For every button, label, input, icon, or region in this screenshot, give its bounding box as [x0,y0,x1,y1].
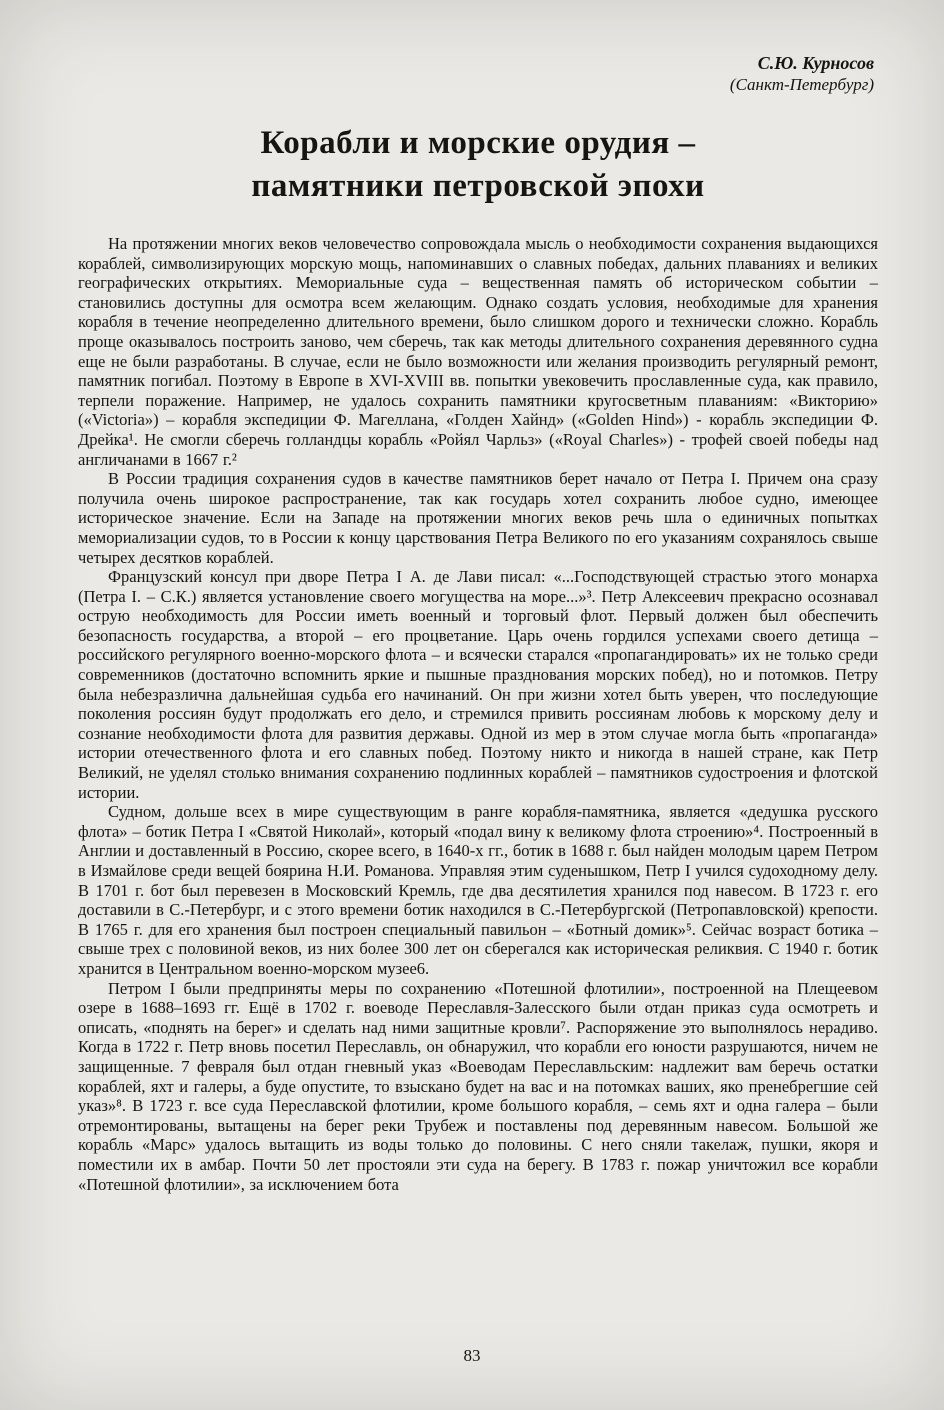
paragraph-2: В России традиция сохранения судов в качестве памятников берет начало от Петра I. Причем она сразу получила очень широкое распространение, так как государь хотел сохранить любое судно, имеющее историческое значение. Если на Западе на протяжении многих веков речь шла о единичных попытках мемориализации судов, то в России к концу царствования Петра Великого по его указаниям сохранялось свыше четырех десятков кораблей. [78,469,878,567]
byline-block [78,52,878,96]
article-body [78,234,878,1194]
paragraph-4: Судном, дольше всех в мире существующим в ранге корабля-памятника, является «дедушка русского флота» – ботик Петра I «Святой Николай», который «подал вину к великому флота строению»⁴. Построенный в Англии и доставленный в Россию, скорее всего, в 1640-х гг., ботик в 1688 г. был найден молодым царем Петром в Измайлове среди вещей боярина Н.И. Романова. Управляя этим суденышком, Петр I учился судоходному делу. В 1701 г. бот был перевезен в Московский Кремль, где два десятилетия хранился под навесом. В 1723 г. его доставили в С.-Петербург, и с этого времени ботик находился в С.-Петербургской (Петропавловской) крепости. В 1765 г. для его хранения был построен специальный павильон – «Ботный домик»⁵. Сейчас возраст ботика – свыше трех с половиной веков, из них более 300 лет он сберегался как историческая реликвия. С 1940 г. ботик хранится в Центральном военно-морском музее6. [78,802,878,978]
author-name: С.Ю. Курносов [757,53,874,73]
author-location: (Санкт-Петербург) [729,75,874,94]
page-number: 83 [463,1346,481,1365]
paragraph-1: На протяжении многих веков человечество сопровождала мысль о необходимости сохранения выдающихся кораблей, символизирующих морскую мощь, напоминавших о славных победах, дальних плаваниях и великих географических открытиях. Мемориальные суда – вещественная память об историческом событии – становились доступны для осмотра всем желающим. Однако создать условия, необходимые для хранения корабля в течение неопределенно длительного времени, было слишком дорого и технически сложно. Корабль проще оказывалось построить заново, чем сберечь, так как методы длительного сохранения деревянного судна еще не были разработаны. В случае, если не было возможности или желания производить регулярный ремонт, памятник погибал. Поэтому в Европе в XVI-XVIII вв. попытки увековечить прославленные суда, как правило, терпели поражение. Например, не удалось сохранить памятники кругосветным плаваниям: «Викторию» («Victoria») – корабля экспедиции Ф. Магеллана, «Голден Хайнд» («Golden Hind») - корабль экспедиции Ф. Дрейка¹. Не смогли сберечь голландцы корабль «Ройял Чарльз» («Royal Charles») - трофей своей победы над англичанами в 1667 г.² [78,234,878,469]
title-line-2: памятники петровской эпохи [251,168,705,204]
paragraph-3: Французский консул при дворе Петра I А. де Лави писал: «...Господствующей страстью этого монарха (Петра I. – С.К.) является установление своего могущества на море...»³. Петр Алексеевич прекрасно осознавал острую необходимость для России иметь военный и торговый флот. Первый должен был обеспечить безопасность государства, а второй – его процветание. Царь очень гордился успехами своего детища – российского регулярного военно-морского флота – и всячески старался «пропагандировать» их не только среди современников (достаточно вспомнить яркие и пышные празднования морских побед), но и потомков. Петру была небезразлична дальнейшая судьба его начинаний. Он при жизни хотел быть уверен, что последующие поколения россиян будут продолжать его дело, и стремился привить россиянам любовь к морскому делу и сознание необходимости флота для развития державы. Одной из мер в этом случае могла быть «пропаганда» истории отечественного флота и его славных побед. Поэтому никто и никогда в нашей стране, как Петр Великий, не уделял столько внимания сохранению подлинных кораблей – памятников судостроения и флотской истории. [78,567,878,802]
paragraph-5: Петром I были предприняты меры по сохранению «Потешной флотилии», построенной на Плещеевом озере в 1688–1693 гг. Ещё в 1702 г. воеводе Переславля-Залесского были отдан приказ суда осмотреть и описать, «поднять на берег» и сделать над ними защитные кровли⁷. Распоряжение это выполнялось нерадиво. Когда в 1722 г. Петр вновь посетил Переславль, он обнаружил, что корабли его юности разрушаются, ничем не защищенные. 7 февраля был отдан гневный указ «Воеводам Переславльским: надлежит вам беречь остатки кораблей, яхт и галеры, а буде опустите, то взыскано будет на вас и на потомках ваших, яко пренебрегшие сей указ»⁸. В 1723 г. все суда Переславской флотилии, кроме большого корабля, – семь яхт и одна галера – были отремонтированы, вытащены на берег реки Трубеж и поставлены под деревянным навесом. Большой же корабль «Марс» удалось вытащить из воды только до половины. С него сняли такелаж, пушки, якоря и поместили их в амбар. Почти 50 лет простояли эти суда на берегу. В 1783 г. пожар уничтожил все корабли «Потешной флотилии», за исключением бота [78,978,878,1194]
article-title [78,122,878,208]
title-line-1: Корабли и морские орудия – [260,125,696,161]
